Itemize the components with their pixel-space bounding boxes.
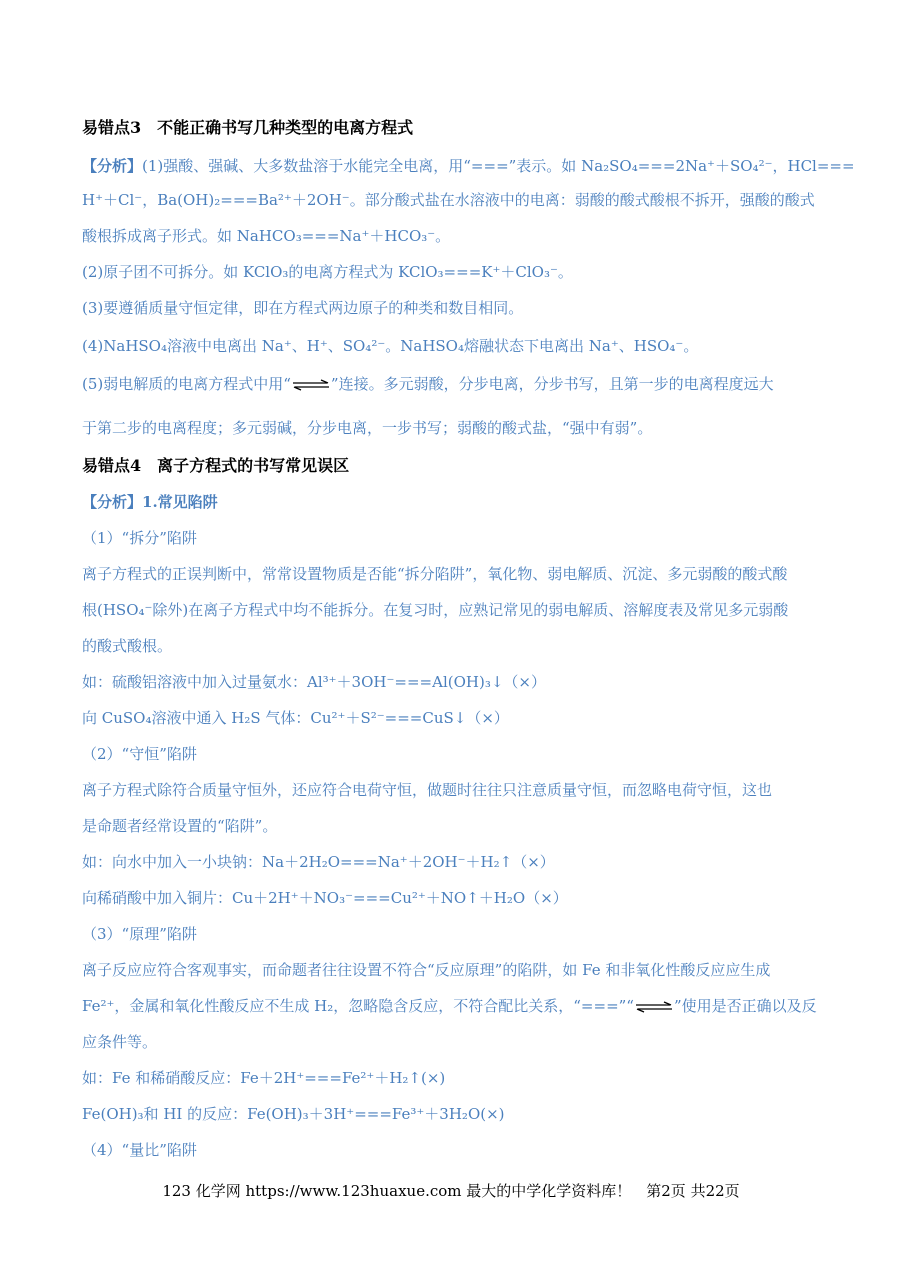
page-footer: 123 化学网 https://www.123huaxue.com 最大的中学化学资料库！ 第2页 共22页 [162, 1182, 740, 1200]
trap-1-title: （1）“拆分”陷阱 [82, 529, 197, 547]
s3-paragraph-5 [82, 374, 774, 394]
s3-p5-post: ”连接。多元弱酸，分步电离，分步书写，且第一步的电离程度远大 [330, 375, 774, 393]
trap-3-text-c: 应条件等。 [82, 1033, 158, 1051]
equilibrium-arrow-icon-2 [634, 1001, 674, 1013]
trap-2-example-2: 向稀硝酸中加入铜片：Cu＋2H⁺＋NO₃⁻===Cu²⁺＋NO↑＋H₂O（×） [82, 889, 568, 907]
s3-paragraph-1a [82, 156, 855, 176]
equilibrium-arrow-icon [291, 379, 331, 391]
section-4-heading: 易错点4 离子方程式的书写常见误区 [82, 456, 350, 475]
analysis-tag: 【分析】 [82, 157, 143, 175]
trap-3-example-1: 如：Fe 和稀硝酸反应：Fe＋2H⁺===Fe²⁺＋H₂↑(×) [82, 1069, 446, 1087]
section-3-heading: 易错点3 不能正确书写几种类型的电离方程式 [82, 118, 414, 137]
s3-p1a-text: (1)强酸、强碱、大多数盐溶于水能完全电离，用“===”表示。如 Na₂SO₄===2Na⁺＋SO₄²⁻，HCl=== [142, 157, 855, 175]
trap-1-example-2: 向 CuSO₄溶液中通入 H₂S 气体：Cu²⁺＋S²⁻===CuS↓（×） [82, 709, 509, 727]
trap-3-example-2: Fe(OH)₃和 HI 的反应：Fe(OH)₃＋3H⁺===Fe³⁺＋3H₂O(×) [82, 1105, 505, 1123]
s3-p5-pre: (5)弱电解质的电离方程式中用“ [82, 375, 291, 393]
trap-3-text-a: 离子反应应符合客观事实，而命题者往往设置不符合“反应原理”的陷阱，如 Fe 和非氧化性酸反应应生成 [82, 961, 771, 979]
trap-3-text-b [82, 996, 817, 1016]
trap-4-title: （4）“量比”陷阱 [82, 1141, 197, 1159]
s3-paragraph-4: (4)NaHSO₄溶液中电离出 Na⁺、H⁺、SO₄²⁻。NaHSO₄熔融状态下电离出 Na⁺、HSO₄⁻。 [82, 337, 699, 355]
s3-paragraph-5b: 于第二步的电离程度；多元弱碱，分步电离，一步书写；弱酸的酸式盐，“强中有弱”。 [82, 419, 653, 437]
s3-paragraph-1c: 酸根拆成离子形式。如 NaHCO₃===Na⁺＋HCO₃⁻。 [82, 227, 451, 245]
trap-1-example-1: 如：硫酸铝溶液中加入过量氨水：Al³⁺＋3OH⁻===Al(OH)₃↓（×） [82, 673, 546, 691]
trap-3-b-pre: Fe²⁺，金属和氧化性酸反应不生成 H₂，忽略隐含反应，不符合配比关系，“===”“ [82, 997, 634, 1015]
trap-1-text-b: 根(HSO₄⁻除外)在离子方程式中均不能拆分。在复习时，应熟记常见的弱电解质、溶解度表及常见多元弱酸 [82, 601, 789, 619]
s3-paragraph-2: (2)原子团不可拆分。如 KClO₃的电离方程式为 KClO₃===K⁺＋ClO₃⁻。 [82, 263, 573, 281]
trap-3-b-post: ”使用是否正确以及反 [673, 997, 817, 1015]
trap-3-title: （3）“原理”陷阱 [82, 925, 197, 943]
trap-2-text-b: 是命题者经常设置的“陷阱”。 [82, 817, 278, 835]
s3-paragraph-3: (3)要遵循质量守恒定律，即在方程式两边原子的种类和数目相同。 [82, 299, 524, 317]
s4-subheading [82, 492, 218, 512]
trap-2-example-1: 如：向水中加入一小块钠：Na＋2H₂O===Na⁺＋2OH⁻＋H₂↑（×） [82, 853, 555, 871]
trap-1-text-a: 离子方程式的正误判断中，常常设置物质是否能“拆分陷阱”，氧化物、弱电解质、沉淀、多元弱酸的酸式酸 [82, 565, 788, 583]
trap-2-title: （2）“守恒”陷阱 [82, 745, 197, 763]
trap-2-text-a: 离子方程式除符合质量守恒外，还应符合电荷守恒，做题时往往只注意质量守恒，而忽略电荷守恒，这也 [82, 781, 773, 799]
analysis-tag-2: 【分析】 [82, 493, 143, 511]
trap-1-text-c: 的酸式酸根。 [82, 637, 173, 655]
common-traps-label: 1.常见陷阱 [142, 493, 218, 511]
s3-paragraph-1b: H⁺＋Cl⁻，Ba(OH)₂===Ba²⁺＋2OH⁻。部分酸式盐在水溶液中的电离：弱酸的酸式酸根不拆开，强酸的酸式 [82, 191, 815, 209]
